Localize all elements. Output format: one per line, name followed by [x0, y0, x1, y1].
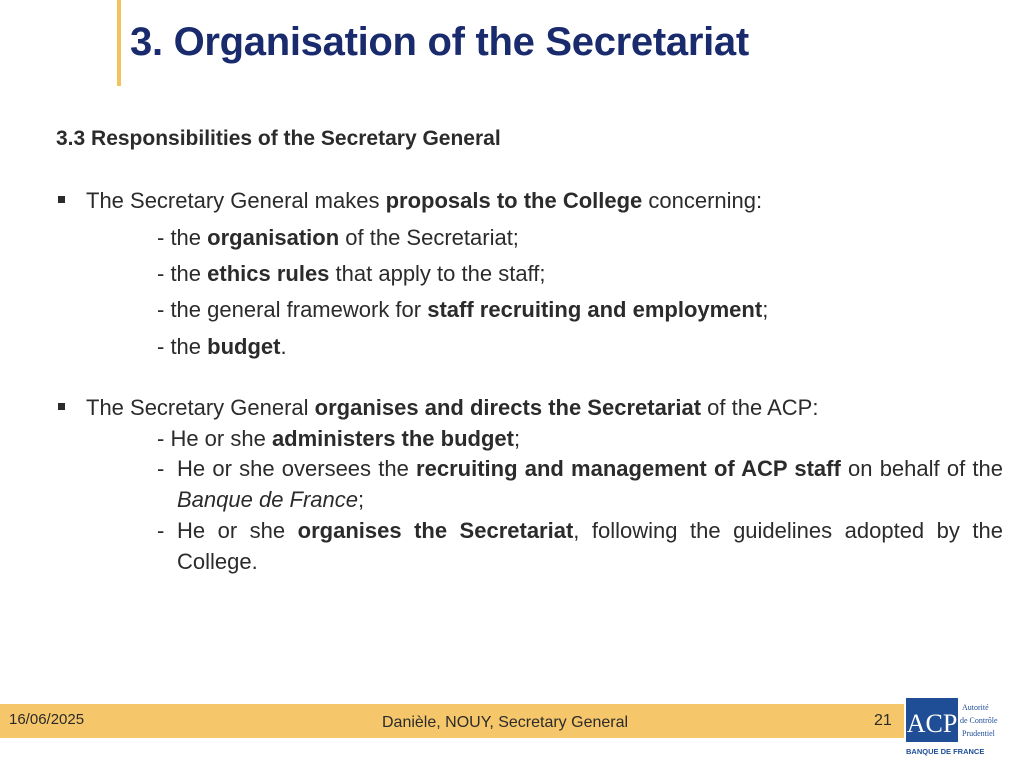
text-run: - the	[157, 225, 208, 250]
text-run: concerning:	[642, 188, 763, 213]
text-run: , following the guidelines adopted by the College.	[177, 518, 1003, 574]
emphasis-run: administers the budget	[271, 426, 514, 451]
bullet-marker-2	[58, 403, 65, 410]
sub-item	[157, 225, 519, 251]
emphasis-run: budget	[207, 334, 281, 359]
bullet-1-intro	[86, 188, 762, 214]
sub-item	[157, 426, 520, 452]
acp-logo	[904, 696, 1016, 758]
text-run: - the general framework for	[157, 297, 428, 322]
sub-item-justified	[177, 515, 1003, 577]
text-run: that apply to the staff;	[329, 261, 546, 286]
logo-line-3: Prudentiel	[962, 729, 995, 738]
bullet-marker-1	[58, 196, 65, 203]
text-run: of the Secretariat;	[339, 225, 519, 250]
emphasis-run: ethics rules	[207, 261, 330, 286]
logo-mark-text: ACP	[906, 709, 958, 738]
sub-item	[157, 261, 546, 287]
text-run: - the	[157, 334, 208, 359]
footer-date: 16/06/2025	[9, 711, 85, 728]
text-run: ;	[358, 487, 365, 512]
text-run: The Secretary General makes	[86, 188, 386, 213]
text-run: .	[280, 334, 287, 359]
title-accent-bar	[117, 0, 121, 86]
text-run: He or she oversees the	[177, 456, 417, 481]
logo-line-2: de Contrôle	[960, 716, 998, 725]
text-run: of the ACP:	[701, 395, 819, 420]
emphasis-run: staff recruiting and employment	[427, 297, 763, 322]
emphasis-run: recruiting and management of ACP staff	[416, 456, 841, 481]
italic-run: Banque de France	[177, 487, 359, 512]
footer-author: Danièle, NOUY, Secretary General	[382, 714, 629, 731]
emphasis-run: organises and directs the Secretariat	[314, 395, 702, 420]
text-run: ;	[762, 297, 769, 322]
sub-item-dash: -	[157, 456, 165, 481]
slide-title: 3. Organisation of the Secretariat	[130, 20, 749, 64]
section-subtitle: 3.3 Responsibilities of the Secretary General	[56, 127, 501, 150]
emphasis-run: organisation	[207, 225, 340, 250]
emphasis-run: proposals to the College	[385, 188, 643, 213]
text-run: - the	[157, 261, 208, 286]
sub-item-justified	[177, 453, 1003, 515]
emphasis-run: organises the Secretariat	[297, 518, 574, 543]
text-run: on behalf of the	[840, 456, 1003, 481]
logo-line-1: Autorité	[962, 703, 989, 712]
sub-item	[157, 334, 287, 360]
text-run: He or she	[177, 518, 298, 543]
sub-item	[157, 297, 768, 323]
logo-bank-text: BANQUE DE FRANCE	[906, 747, 985, 756]
sub-item-dash: -	[157, 518, 165, 543]
text-run: - He or she	[157, 426, 272, 451]
text-run: ;	[513, 426, 521, 451]
text-run: The Secretary General	[86, 395, 315, 420]
bullet-2-intro	[86, 395, 818, 421]
page-number: 21	[874, 712, 892, 729]
